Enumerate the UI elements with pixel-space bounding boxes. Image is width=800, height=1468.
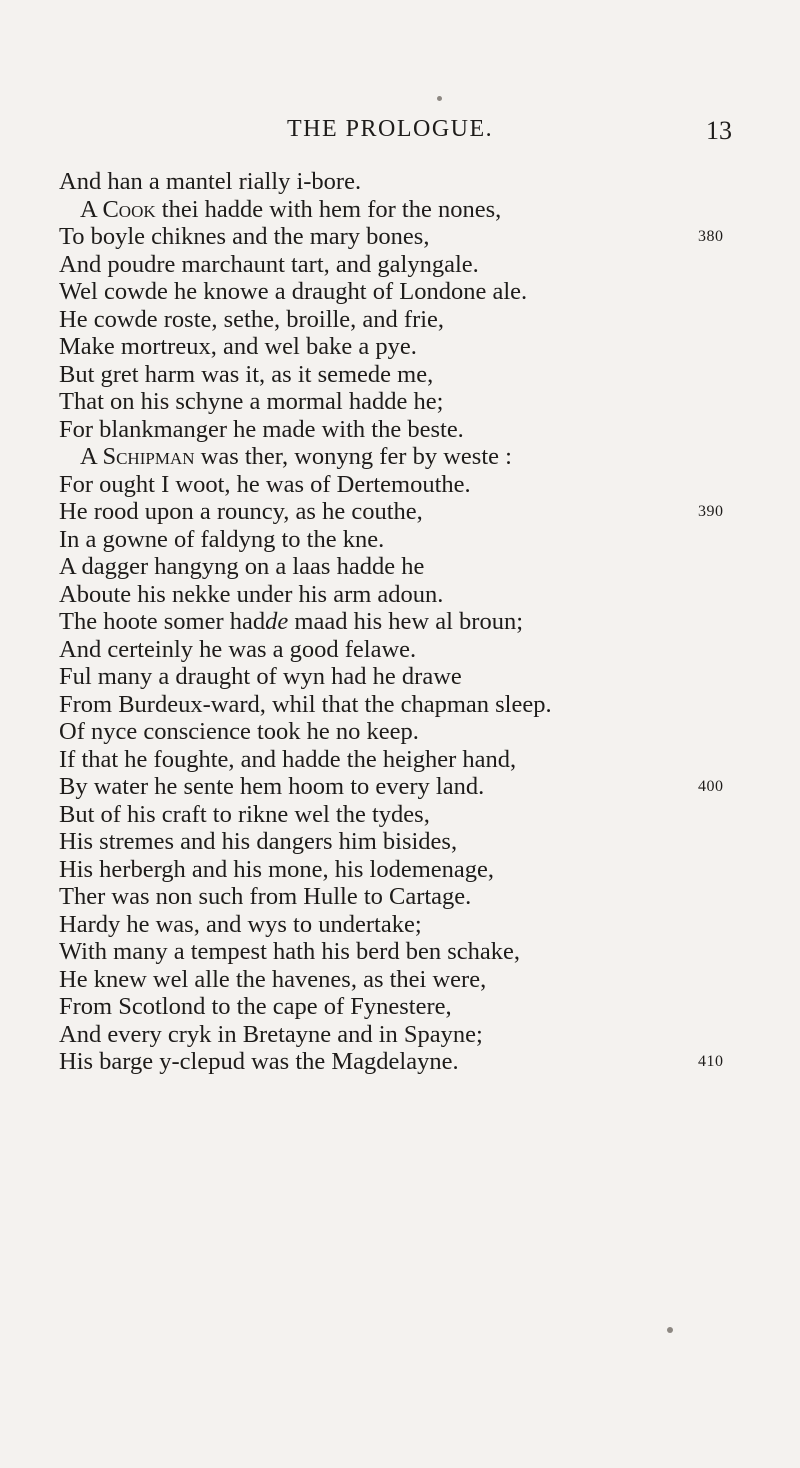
verse-line-text: If that he foughte, and hadde the heigher hand, xyxy=(59,745,517,773)
verse-line-text: And poudre marchaunt tart, and galyngale. xyxy=(59,250,479,278)
verse-line xyxy=(0,966,800,994)
verse-line-text: For ought I woot, he was of Dertemouthe. xyxy=(59,470,471,498)
verse-line xyxy=(0,223,800,251)
verse-line xyxy=(0,581,800,609)
verse-line-text: A Schipman was ther, wonyng fer by weste : xyxy=(80,443,512,470)
verse-line-text: Hardy he was, and wys to undertake; xyxy=(59,910,422,938)
verse-line xyxy=(0,938,800,966)
verse-line xyxy=(0,828,800,856)
verse-line-text: And han a mantel rially i-bore. xyxy=(59,168,362,195)
verse-line-text: In a gowne of faldyng to the kne. xyxy=(59,525,385,553)
verse-line-text: Make mortreux, and wel bake a pye. xyxy=(59,333,417,360)
verse-line xyxy=(0,883,800,911)
verse-line xyxy=(0,361,800,389)
verse-line xyxy=(0,636,800,664)
line-number: 380 xyxy=(698,228,724,245)
verse-line-text: His barge y-clepud was the Magdelayne. xyxy=(59,1048,459,1075)
page-number: 13 xyxy=(706,116,732,145)
verse-line-text: He rood upon a rouncy, as he couthe, xyxy=(59,498,423,525)
verse-line xyxy=(0,196,800,224)
verse-line-text: Wel cowde he knowe a draught of Londone ale. xyxy=(59,278,528,305)
print-speck xyxy=(667,1327,673,1333)
verse-line-text: Ful many a draught of wyn had he drawe xyxy=(59,663,462,690)
verse-line-text: The hoote somer hadde maad his hew al broun; xyxy=(59,608,524,635)
verse-line-text: He cowde roste, sethe, broille, and frie, xyxy=(59,305,445,333)
line-number: 390 xyxy=(698,503,724,520)
verse-line-text: For blankmanger he made with the beste. xyxy=(59,415,464,443)
verse-line xyxy=(0,333,800,361)
verse-line xyxy=(0,663,800,691)
verse-line-text: To boyle chiknes and the mary bones, xyxy=(59,223,430,250)
verse-line xyxy=(0,443,800,471)
verse-line xyxy=(0,306,800,334)
verse-line xyxy=(0,471,800,499)
verse-line xyxy=(0,911,800,939)
verse-line-text: Ther was non such from Hulle to Cartage. xyxy=(59,883,472,910)
verse-line-text: His stremes and his dangers him bisides, xyxy=(59,828,458,855)
verse-line-text: But of his craft to rikne wel the tydes, xyxy=(59,800,430,828)
running-head: THE PROLOGUE. xyxy=(287,116,494,142)
verse-line xyxy=(0,801,800,829)
verse-line-text: Aboute his nekke under his arm adoun. xyxy=(59,580,444,608)
verse-line xyxy=(0,416,800,444)
verse-line xyxy=(0,773,800,801)
verse-line-text: And certeinly he was a good felawe. xyxy=(59,635,417,663)
verse-line-text: Of nyce conscience took he no keep. xyxy=(59,718,419,745)
verse-line xyxy=(0,993,800,1021)
verse-block xyxy=(0,168,800,1076)
verse-line xyxy=(0,388,800,416)
verse-line xyxy=(0,746,800,774)
verse-line xyxy=(0,553,800,581)
verse-line xyxy=(0,608,800,636)
verse-line xyxy=(0,278,800,306)
verse-line-text: He knew wel alle the havenes, as thei were, xyxy=(59,965,487,993)
verse-line-text: A dagger hangyng on a laas hadde he xyxy=(59,553,425,580)
verse-line xyxy=(0,1021,800,1049)
verse-line-text: A Cook thei hadde with hem for the nones, xyxy=(80,195,502,223)
verse-line-text: By water he sente hem hoom to every land. xyxy=(59,773,485,800)
verse-line xyxy=(0,691,800,719)
verse-line xyxy=(0,168,800,196)
verse-line-text: With many a tempest hath his berd ben schake, xyxy=(59,938,520,965)
line-number: 400 xyxy=(698,778,724,795)
line-number: 410 xyxy=(698,1053,724,1070)
verse-line xyxy=(0,718,800,746)
verse-line-text: And every cryk in Bretayne and in Spayne; xyxy=(59,1020,483,1048)
verse-line-text: From Scotlond to the cape of Fynestere, xyxy=(59,993,452,1020)
verse-line-text: But gret harm was it, as it semede me, xyxy=(59,360,434,388)
verse-line-text: That on his schyne a mormal hadde he; xyxy=(59,388,444,415)
verse-line xyxy=(0,1048,800,1076)
verse-line-text: From Burdeux-ward, whil that the chapman sleep. xyxy=(59,690,552,718)
print-speck xyxy=(437,96,442,101)
verse-line xyxy=(0,526,800,554)
verse-line xyxy=(0,498,800,526)
verse-line-text: His herbergh and his mone, his lodemenage, xyxy=(59,855,495,883)
verse-line xyxy=(0,251,800,279)
verse-line xyxy=(0,856,800,884)
